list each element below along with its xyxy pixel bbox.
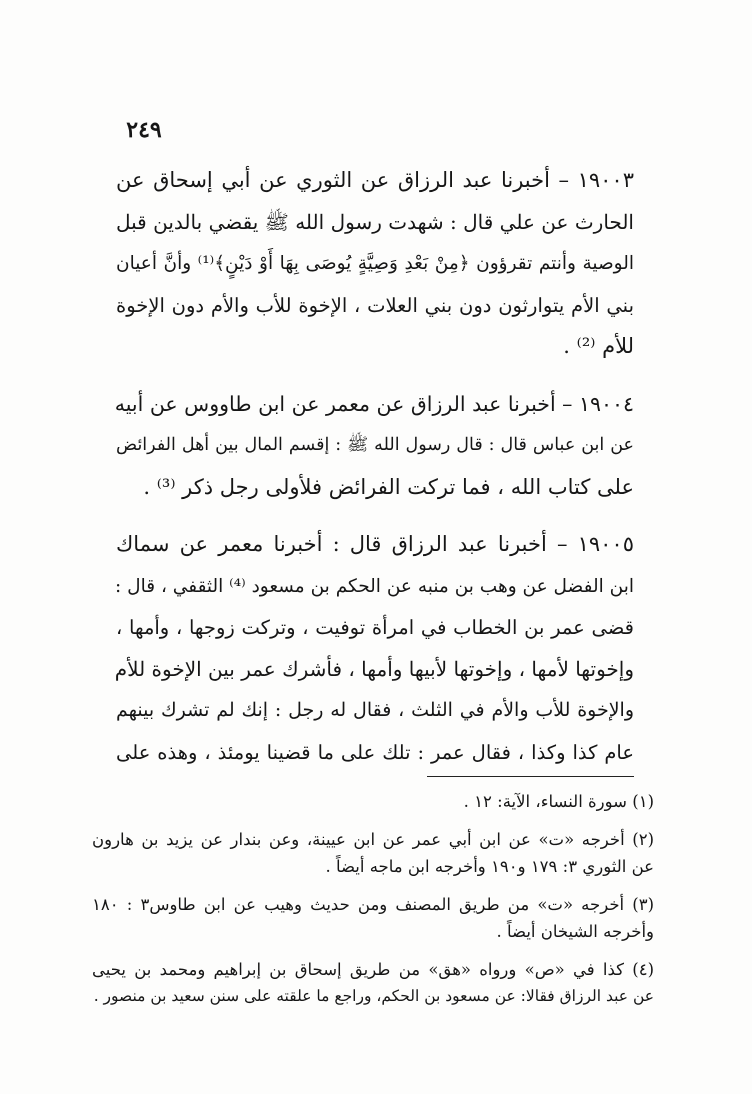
footnote-line: عن عبد الرزاق فقالا: عن مسعود بن الحكم، وراجع ما علقته على سنن سعيد بن منصور . xyxy=(93,987,654,1005)
text-line: بني الأم يتوارثون دون بني العلات ، الإخوة للأب والأم دون الإخوة xyxy=(116,293,634,317)
footnote-line: عن الثوري ٣: ١٧٩ و١٩٠ وأخرجه ابن ماجه أيضاً . xyxy=(325,857,654,876)
text-line: ١٩٠٠٥ – أخبرنا عبد الرزاق قال : أخبرنا معمر عن سماك xyxy=(116,532,634,556)
footnotes xyxy=(92,788,654,1021)
text-line: ابن الفضل عن وهب بن منبه عن الحكم بن مسعود ⁽⁴⁾ الثقفي ، قال : xyxy=(115,575,634,597)
text-line: عن ابن عباس قال : قال رسول الله ﷺ : إقسم المال بين أهل الفرائض xyxy=(116,435,634,455)
footnote-line: (١) سورة النساء، الآية: ١٢ . xyxy=(463,792,654,811)
main-text xyxy=(116,160,634,789)
footnote-2 xyxy=(92,826,654,881)
footnote-line: (٣) أخرجه «ت» من طريق المصنف ومن حديث وهيب عن ابن طاوس٣ : ١٨٠ xyxy=(92,894,654,914)
hadith-19005 xyxy=(116,524,634,773)
footnote-line: وأخرجه الشيخان أيضاً . xyxy=(496,922,654,941)
hadith-19003 xyxy=(116,160,634,368)
text-line: قضى عمر بن الخطاب في امرأة توفيت ، وتركت زوجها ، وأمها ، xyxy=(116,616,634,639)
footnote-1 xyxy=(92,788,654,816)
text-line: ١٩٠٠٤ – أخبرنا عبد الرزاق عن معمر عن ابن طاووس عن أبيه xyxy=(114,391,634,416)
text-line: وإخوتها لأمها ، وإخوتها لأبيها وأمها ، فأشرك عمر بين الإخوة للأم xyxy=(114,656,634,681)
text-line: الحارث عن علي قال : شهدت رسول الله ﷺ يقضي بالدين قبل xyxy=(116,209,634,234)
footnote-3 xyxy=(92,891,654,946)
text-line: على كتاب الله ، فما تركت الفرائض فلأولى رجل ذكر ⁽³⁾ . xyxy=(143,474,634,499)
text-line: ١٩٠٠٣ – أخبرنا عبد الرزاق عن الثوري عن أبي إسحاق عن xyxy=(116,168,634,192)
hadith-19004 xyxy=(116,384,634,509)
text-line: عام كذا وكذا ، فقال عمر : تلك على ما قضينا يومئذ ، وهذه على xyxy=(116,740,634,764)
footnote-4 xyxy=(92,956,654,1011)
text-line: للأم ⁽²⁾ . xyxy=(563,334,634,358)
footnote-line: (٢) أخرجه «ت» عن ابن أبي عمر عن ابن عيينة، وعن بندار عن يزيد بن هارون xyxy=(92,829,654,849)
page-number: ٢٤٩ xyxy=(126,117,162,143)
text-line: الوصية وأنتم تقرؤون ﴿مِنْ بَعْدِ وَصِيَّةٍ يُوصَى بِهَا أَوْ دَيْنٍ﴾⁽¹⁾ وأنَّ أعيان xyxy=(116,253,634,274)
footnote-divider xyxy=(427,776,634,777)
text-line: والإخوة للأب والأم في الثلث ، فقال له رجل : إنك لم تشرك بينهم xyxy=(116,699,634,721)
footnote-line: (٤) كذا في «ص» ورواه «هق» من طريق إسحاق بن إبراهيم ومحمد بن يحيى xyxy=(92,959,654,979)
